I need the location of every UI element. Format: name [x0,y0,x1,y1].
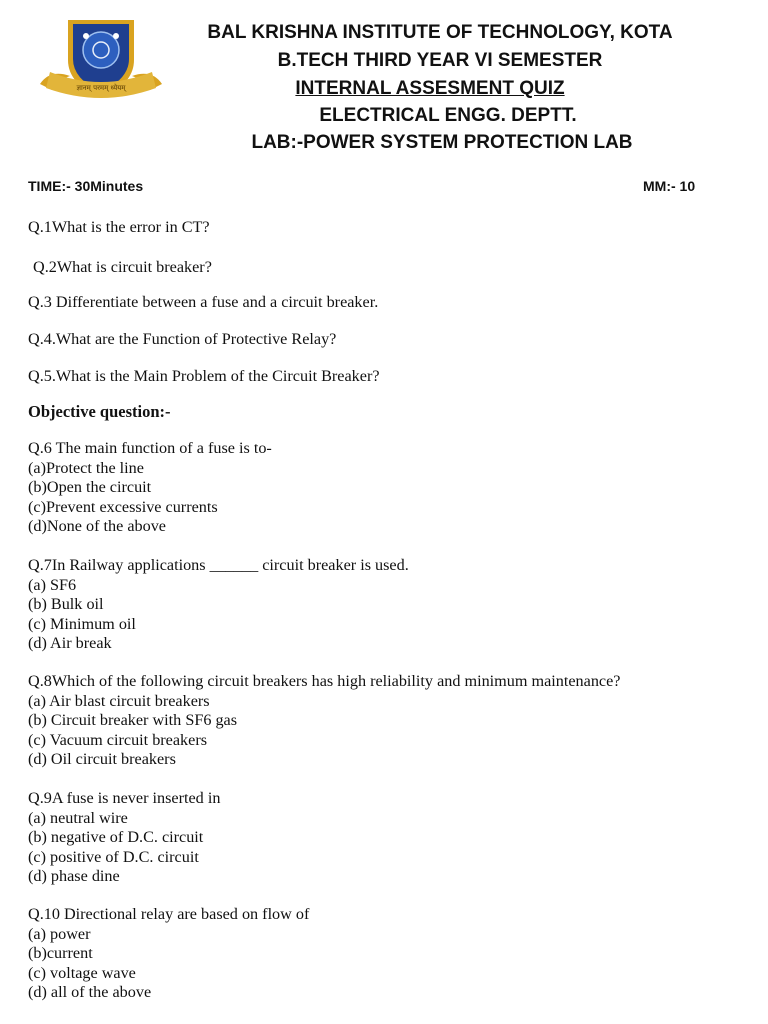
marks-label: MM:- 10 [643,178,696,194]
option-b: (b) Circuit breaker with SF6 gas [28,711,238,729]
option-a: (a)Protect the line [28,458,144,477]
option-a: (a) neutral wire [28,808,128,827]
question-text: Q.10 Directional relay are based on flow of [28,905,310,923]
option-a: (a) power [28,924,91,943]
lab-title: LAB:-POWER SYSTEM PROTECTION LAB [251,132,633,153]
institute-name: BAL KRISHNA INSTITUTE OF TECHNOLOGY, KOTA [207,22,673,43]
option-c: (c) positive of D.C. circuit [28,847,199,866]
question-6 [28,439,272,537]
question-4: Q.4.What are the Function of Protective Relay? [28,330,337,348]
option-d: (d)None of the above [28,517,166,535]
option-c: (c) voltage wave [28,963,136,982]
question-9 [28,789,220,887]
question-text: Q.8Which of the following circuit breakers has high reliability and minimum maintenance? [28,672,621,690]
option-d: (d) all of the above [28,983,152,1001]
option-c: (c)Prevent excessive currents [28,497,218,516]
exam-title-text: INTERNAL ASSESMENT QUIZ [295,78,565,99]
document-header [0,0,768,175]
course-title: B.TECH THIRD YEAR VI SEMESTER [277,50,603,71]
question-text: Q.6 The main function of a fuse is to- [28,439,272,457]
option-a: (a) SF6 [28,575,77,594]
question-7 [28,556,409,654]
logo-motto: ज्ञानम् परमम् ध्येयम् [76,84,126,92]
question-text: Q.7In Railway applications ______ circuit breaker is used. [28,556,409,574]
option-d: (d) Air break [28,634,112,652]
question-1: Q.1What is the error in CT? [28,218,210,236]
option-d: (d) Oil circuit breakers [28,750,176,768]
time-label: TIME:- 30Minutes [28,178,144,194]
question-2: Q.2What is circuit breaker? [33,258,212,276]
question-10 [28,905,309,1003]
option-b: (b) negative of D.C. circuit [28,828,204,846]
option-a: (a) Air blast circuit breakers [28,691,210,710]
option-b: (b)Open the circuit [28,478,152,496]
department-title: ELECTRICAL ENGG. DEPTT. [319,105,577,126]
question-8 [28,672,620,770]
exam-title [140,78,720,100]
objective-heading: Objective question:- [28,402,171,421]
option-b: (b) Bulk oil [28,595,104,613]
question-3: Q.3 Differentiate between a fuse and a circuit breaker. [28,293,379,311]
option-c: (c) Vacuum circuit breakers [28,730,208,749]
option-d: (d) phase dine [28,867,120,885]
option-b: (b)current [28,944,93,962]
question-5: Q.5.What is the Main Problem of the Circuit Breaker? [28,367,380,385]
option-c: (c) Minimum oil [28,614,136,633]
question-text: Q.9A fuse is never inserted in [28,789,221,807]
